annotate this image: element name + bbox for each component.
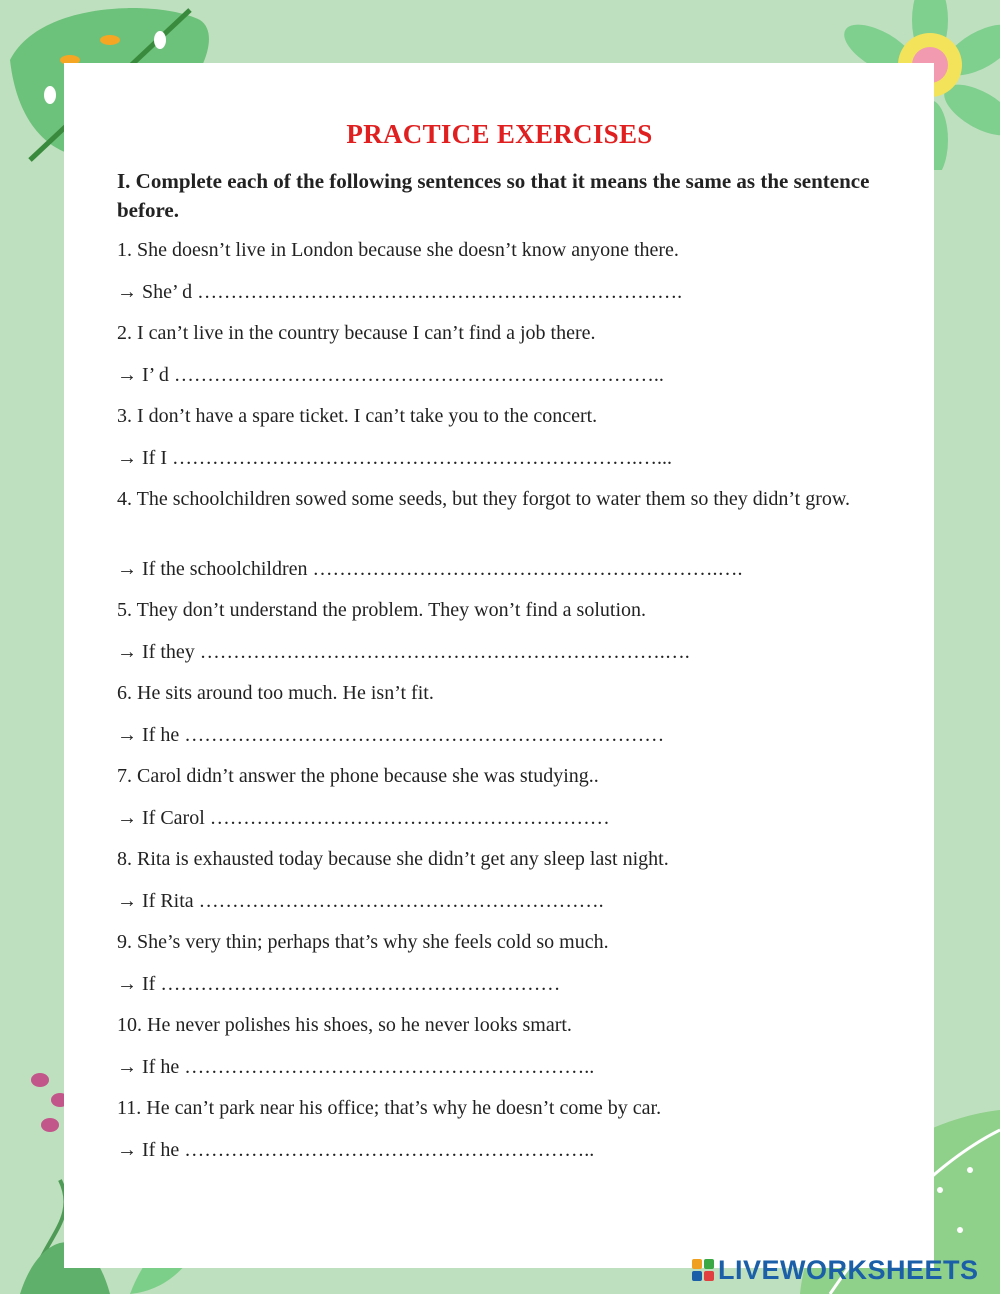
question-2: 2. I can’t live in the country because I can’t find a job there. — [117, 322, 596, 344]
answer-line-7[interactable]: → If Carol …………………………………………………… — [117, 807, 610, 829]
answer-line-4[interactable]: → If the schoolchildren …………………………………………………….…. — [117, 558, 743, 580]
question-10: 10. He never polishes his shoes, so he never looks smart. — [117, 1014, 572, 1036]
answer-line-9[interactable]: → If …………………………………………………… — [117, 973, 561, 995]
question-5: 5. They don’t understand the problem. They won’t find a solution. — [117, 599, 647, 621]
answer-line-5[interactable]: → If they …………………………………………………………….…. — [117, 641, 690, 663]
answer-line-2[interactable]: → I’ d ……………………………………………………………….. — [117, 364, 664, 386]
answer-line-8[interactable]: → If Rita ……………………………………………………. — [117, 890, 604, 912]
page-title: PRACTICE EXERCISES — [346, 119, 653, 149]
answer-line-11[interactable]: → If he …………………………………………………….. — [117, 1139, 595, 1161]
answer-line-10[interactable]: → If he …………………………………………………….. — [117, 1056, 595, 1078]
question-11: 11. He can’t park near his office; that’s why he doesn’t come by car. — [117, 1097, 662, 1119]
question-8: 8. Rita is exhausted today because she didn’t get any sleep last night. — [117, 848, 669, 870]
question-4: 4. The schoolchildren sowed some seeds, but they forgot to water them so they didn’t grow. — [117, 488, 851, 510]
answer-line-3[interactable]: → If I …………………………………………………………….…... — [117, 447, 672, 469]
logo-grid-icon — [692, 1259, 714, 1281]
liveworksheets-logo — [692, 1254, 979, 1286]
answer-line-6[interactable]: → If he ……………………………………………………………… — [117, 724, 665, 746]
answer-line-1[interactable]: → She’ d ………………………………………………………………. — [117, 281, 683, 303]
logo-text: LIVEWORKSHEETS — [718, 1254, 979, 1285]
question-7: 7. Carol didn’t answer the phone because she was studying.. — [117, 765, 599, 787]
question-3: 3. I don’t have a spare ticket. I can’t take you to the concert. — [117, 405, 598, 427]
question-6: 6. He sits around too much. He isn’t fit. — [117, 682, 434, 704]
instruction-text: I. Complete each of the following sentences so that it means the same as the sentence before. — [117, 169, 870, 222]
question-1: 1. She doesn’t live in London because she doesn’t know anyone there. — [117, 239, 679, 261]
question-9: 9. She’s very thin; perhaps that’s why she feels cold so much. — [117, 931, 609, 953]
